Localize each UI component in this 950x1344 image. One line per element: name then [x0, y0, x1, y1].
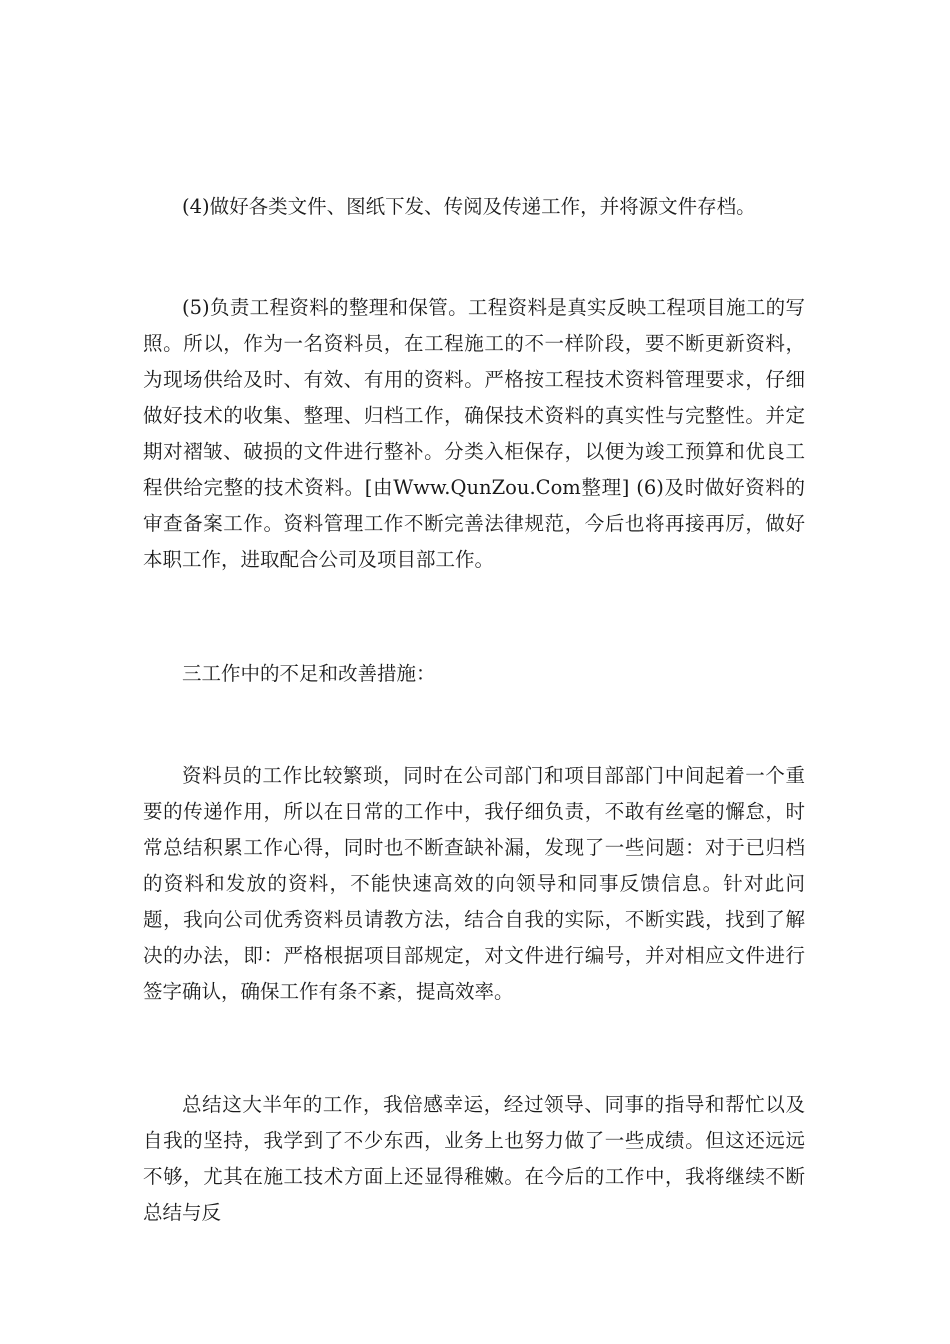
paragraph-item-4: (4)做好各类文件、图纸下发、传阅及传递工作，并将源文件存档。	[182, 195, 756, 218]
paragraph-item-5-6: (5)负责工程资料的整理和保管。工程资料是真实反映工程项目施工的写照。所以，作为一名资料员，在工程施工的不一样阶段，要不断更新资料，为现场供给及时、有效、有用的资料。严格按工程技术资料管理要求，仔细做好技术的收集、整理、归档工作，确保技术资料的真实性与完整性。并定期对褶皱、破损的文件进行整补。分类入柜保存，以便为竣工预算和优良工程供给完整的技术资料。[由Www.QunZou.Com整理] (6)及时做好资料的审查备案工作。资料管理工作不断完善法律规范，今后也将再接再厉，做好本职工作，进取配合公司及项目部工作。	[143, 296, 805, 571]
section-heading-shortcomings: 三工作中的不足和改善措施：	[182, 662, 436, 685]
paragraph-summary: 总结这大半年的工作，我倍感幸运，经过领导、同事的指导和帮忙以及自我的坚持，我学到了不少东西，业务上也努力做了一些成绩。但这还远远不够，尤其在施工技术方面上还显得稚嫩。在今后的工作中，我将继续不断总结与反	[143, 1093, 805, 1224]
paragraph-shortcomings-body: 资料员的工作比较繁琐，同时在公司部门和项目部部门中间起着一个重要的传递作用，所以在日常的工作中，我仔细负责，不敢有丝毫的懈怠，时常总结积累工作心得，同时也不断查缺补漏，发现了一些问题：对于已归档的资料和发放的资料，不能快速高效的向领导和同事反馈信息。针对此问题，我向公司优秀资料员请教方法，结合自我的实际，不断实践，找到了解决的办法，即：严格根据项目部规定，对文件进行编号，并对相应文件进行签字确认，确保工作有条不紊，提高效率。	[143, 764, 805, 1003]
